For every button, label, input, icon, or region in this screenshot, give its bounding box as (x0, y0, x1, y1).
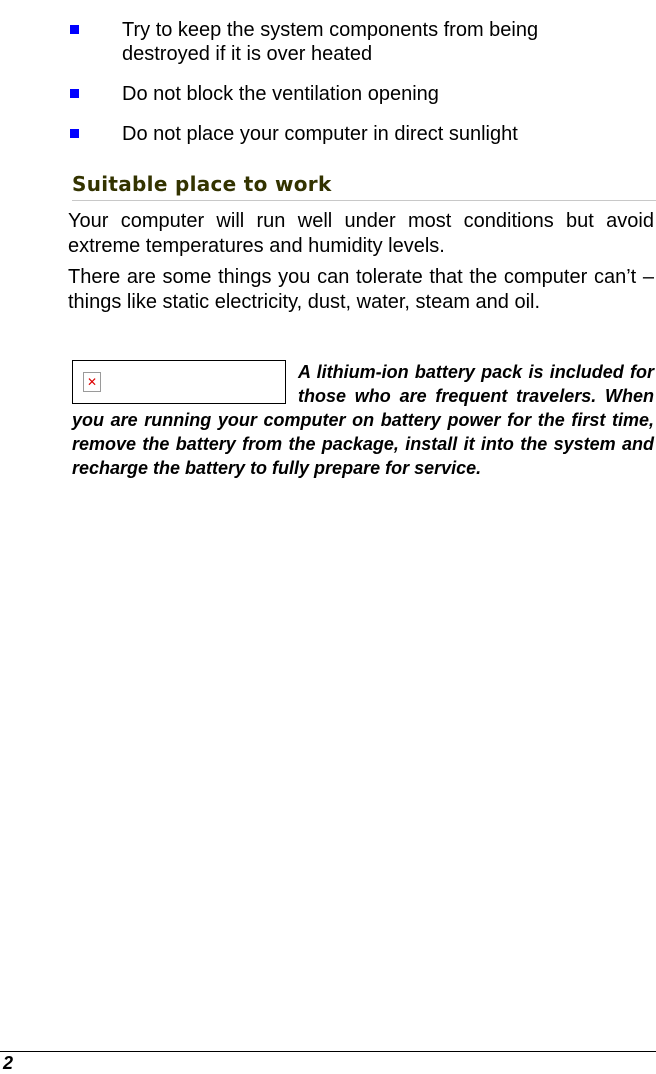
note-text: A lithium-ion battery pack is included for those who are frequent travelers. When you are running your computer on battery power for the first time, remove the battery from the package, install it into the system and recharge the battery to fully prepare for service. (72, 362, 654, 478)
bullet-item (70, 18, 630, 66)
footer-divider (0, 1051, 656, 1052)
bullet-item (70, 82, 630, 106)
section-heading: Suitable place to work (72, 170, 656, 201)
body-paragraph: There are some things you can tolerate that the computer can’t – things like static electricity, dust, water, steam and oil. (68, 266, 654, 313)
body-paragraph: Your computer will run well under most conditions but avoid extreme temperatures and humidity levels. (68, 210, 654, 257)
bullet-text: Do not place your computer in direct sunlight (122, 123, 518, 145)
broken-image-icon: ✕ (83, 372, 101, 392)
square-bullet-icon (70, 25, 79, 34)
bullet-text: Do not block the ventilation opening (122, 83, 439, 105)
square-bullet-icon (70, 89, 79, 98)
square-bullet-icon (70, 129, 79, 138)
page-number: 2 (3, 1053, 14, 1073)
bullet-list (70, 18, 630, 162)
image-placeholder (72, 360, 286, 404)
bullet-text: Try to keep the system components from being destroyed if it is over heated (122, 19, 539, 65)
bullet-item (70, 122, 630, 146)
note-block (72, 360, 654, 480)
